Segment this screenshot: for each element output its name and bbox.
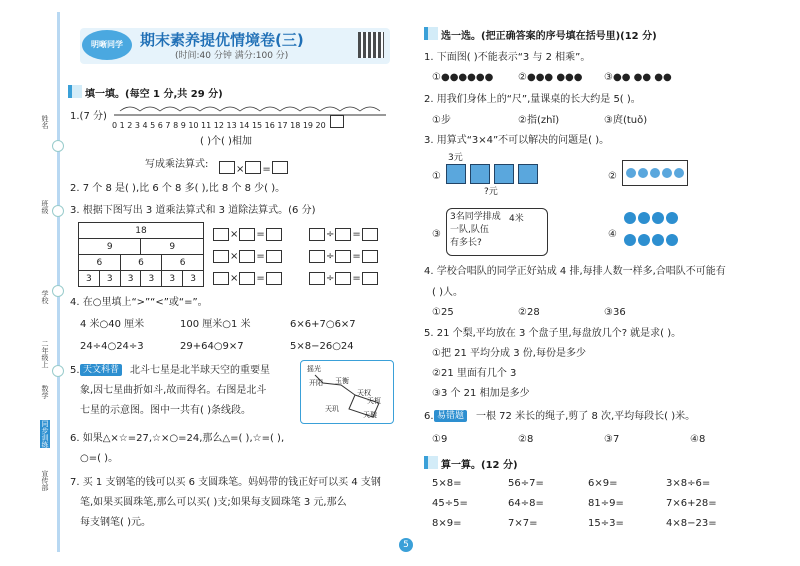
answer-box[interactable] <box>219 161 235 174</box>
s2-q6-text: 一根 72 米长的绳子,剪了 8 次,平均每段长( )米。 <box>476 411 696 422</box>
answer-box[interactable] <box>309 250 325 263</box>
q5-line: 象,因七星曲折如斗,故而得名。右图是北斗 <box>80 385 267 396</box>
calc-item: 6×9= <box>588 478 618 489</box>
star-label: 天枢 <box>367 397 381 405</box>
equals-sign: = <box>352 251 361 262</box>
table-cell: 6 <box>79 255 121 271</box>
q3-text: 3. 根据下图写出 3 道乘法算式和 3 道除法算式。(6 分) <box>70 205 316 216</box>
q3-mul-equations <box>212 224 283 290</box>
compare-item: 6×6+7○6×7 <box>290 319 356 330</box>
option[interactable]: ②21 里面有几个 3 <box>432 368 517 379</box>
option-marker[interactable]: ④ <box>608 229 617 240</box>
option[interactable]: ②8 <box>518 434 534 445</box>
price-label: 3元 <box>448 153 463 163</box>
equals-sign: = <box>352 229 361 240</box>
option[interactable]: ②28 <box>518 307 540 318</box>
compare-item: 100 厘米○1 米 <box>180 319 251 330</box>
astronomy-tag: 天文科普 <box>80 364 122 376</box>
section-one-title: 填一填。(每空 1 分,共 29 分) <box>85 89 223 100</box>
binding-hole <box>52 140 64 152</box>
calc-item: 56÷7= <box>508 478 544 489</box>
answer-box[interactable] <box>362 228 378 241</box>
equals-sign: = <box>262 164 271 175</box>
table-cell: 9 <box>79 239 141 255</box>
s2-q6-number: 6. <box>424 411 434 422</box>
q1-equation <box>218 157 289 176</box>
compare-item: 4 米○40 厘米 <box>80 319 145 330</box>
compare-item: 5×8−26○24 <box>290 341 354 352</box>
class-label: 班级 <box>41 200 49 214</box>
answer-box[interactable] <box>309 272 325 285</box>
answer-box[interactable] <box>239 272 255 285</box>
calc-item: 15÷3= <box>588 518 624 529</box>
s2-q2-text: 2. 用我们身体上的“尺”,量课桌的长大约是 5( )。 <box>424 94 641 105</box>
calc-item: 7×7= <box>508 518 538 529</box>
divide-sign: ÷ <box>326 229 335 240</box>
table-cell: 3 <box>141 271 162 287</box>
option[interactable]: ①25 <box>432 307 454 318</box>
equals-sign: = <box>256 251 265 262</box>
option[interactable]: ③3 个 21 相加是多少 <box>432 388 530 399</box>
answer-box[interactable] <box>266 250 282 263</box>
answer-box[interactable] <box>213 228 229 241</box>
times-sign: × <box>230 229 239 240</box>
number-line-labels: 0 1 2 3 4 5 6 7 8 9 10 11 12 13 14 15 16 17 18 19 20 <box>112 121 326 130</box>
section-three-marker <box>424 456 438 469</box>
star-label: 玉衡 <box>335 377 349 385</box>
star-label: 天玑 <box>325 405 339 413</box>
option-marker[interactable]: ① <box>432 171 441 182</box>
times-sign: × <box>230 251 239 262</box>
option[interactable]: ①●●●●●● <box>432 72 494 83</box>
table-cell: 3 <box>79 271 100 287</box>
grade-label: 二年级上 <box>41 340 49 368</box>
s2-q3-text: 3. 用算式“3×4”不可以解决的问题是( )。 <box>424 135 610 146</box>
error-prone-tag: 易错题 <box>434 410 467 422</box>
q5-line: 北斗七星是北半球天空的重要星 <box>130 365 270 376</box>
length-label: 4米 <box>509 214 524 224</box>
q6-line: 6. 如果△×☆=27,☆×○=24,那么△=( ),☆=( ), <box>70 433 285 444</box>
answer-box[interactable] <box>245 161 261 174</box>
equals-sign: = <box>352 273 361 284</box>
q4-text: 4. 在○里填上“>”“<”或“=”。 <box>70 297 208 308</box>
section-two-marker <box>424 27 438 40</box>
name-label: 姓名 <box>41 115 49 129</box>
binding-hole <box>52 365 64 377</box>
answer-box[interactable] <box>213 250 229 263</box>
q6-line: ○=( )。 <box>80 453 119 464</box>
q1-label: 1.(7 分) <box>70 111 107 122</box>
s2-q4-text2: ( )人。 <box>432 287 463 298</box>
big-dipper-diagram <box>300 360 394 424</box>
table-cell: 3 <box>183 271 204 287</box>
star-label: 开阳 <box>309 379 323 387</box>
answer-box[interactable] <box>335 272 351 285</box>
compare-item: 29+64○9×7 <box>180 341 244 352</box>
answer-box[interactable] <box>213 272 229 285</box>
s2-q4-text: 4. 学校合唱队的同学正好站成 4 排,每排人数一样多,合唱队不可能有 <box>424 266 726 277</box>
divide-sign: ÷ <box>326 251 335 262</box>
answer-box[interactable] <box>309 228 325 241</box>
binding-hole <box>52 285 64 297</box>
answer-box[interactable] <box>239 250 255 263</box>
calc-item: 81÷9= <box>588 498 624 509</box>
answer-box[interactable] <box>266 228 282 241</box>
table-cell: 6 <box>120 255 162 271</box>
table-cell: 18 <box>79 223 204 239</box>
page-title: 期末素养提优情境卷(三) <box>140 31 304 49</box>
logo <box>82 30 132 60</box>
option[interactable]: ③●● ●● ●● <box>604 72 672 83</box>
option[interactable]: ①步 <box>432 115 451 126</box>
s2-q5-text: 5. 21 个梨,平均放在 3 个盘子里,每盘放几个? 就是求( )。 <box>424 328 682 339</box>
q3-div-equations <box>308 224 379 290</box>
table-cell: 3 <box>120 271 141 287</box>
star-label: 天璇 <box>363 411 377 419</box>
school-label: 学校 <box>41 290 49 304</box>
calc-item: 4×8−23= <box>666 518 717 529</box>
answer-box[interactable] <box>266 272 282 285</box>
logo-text: 明晰同学 <box>91 40 123 49</box>
speech-line: 一队,队伍 <box>450 225 489 235</box>
answer-box[interactable] <box>335 250 351 263</box>
q1-add-text: ( )个( )相加 <box>200 136 252 147</box>
option[interactable]: ③庹(tuǒ) <box>604 115 648 126</box>
circles-drawing <box>623 161 687 185</box>
star-label: 摇光 <box>307 365 321 373</box>
qr-code-icon <box>358 32 384 58</box>
q7-line: 每支钢笔( )元。 <box>80 517 151 528</box>
calc-item: 7×6+28= <box>666 498 717 509</box>
calc-item: 64÷8= <box>508 498 544 509</box>
option[interactable]: ③36 <box>604 307 626 318</box>
q7-line: 笔,如果买圆珠笔,那么可以买( )支;如果每支圆珠笔 3 元,那么 <box>80 497 347 508</box>
table-cell: 3 <box>99 271 120 287</box>
q1-write-label: 写成乘法算式: <box>145 159 209 170</box>
section-three-title: 算一算。(12 分) <box>441 460 518 471</box>
answer-box[interactable] <box>239 228 255 241</box>
binding-hole <box>52 205 64 217</box>
table-cell: 3 <box>162 271 183 287</box>
option[interactable]: ③7 <box>604 434 620 445</box>
divide-sign: ÷ <box>326 273 335 284</box>
q5-number: 5. <box>70 365 80 376</box>
speech-line: 3名同学排成 <box>450 212 501 222</box>
option[interactable]: ②指(zhǐ) <box>518 115 560 126</box>
times-sign: × <box>230 273 239 284</box>
star-label: 天权 <box>357 389 371 397</box>
table-cell: 6 <box>162 255 204 271</box>
calc-item: 3×8÷6= <box>666 478 711 489</box>
answer-box[interactable] <box>362 250 378 263</box>
option[interactable]: ①把 21 平均分成 3 份,每份是多少 <box>432 348 586 359</box>
speech-line: 有多长? <box>450 238 482 248</box>
option[interactable]: ②●●● ●●● <box>518 72 583 83</box>
division-table <box>78 222 204 287</box>
page-number: 5 <box>399 538 413 552</box>
publisher-label: 宣传部 <box>41 470 49 491</box>
section-one-marker <box>68 85 82 98</box>
unknown-price-label: ?元 <box>484 187 498 197</box>
section-two-title: 选一选。(把正确答案的序号填在括号里)(12 分) <box>441 31 657 42</box>
s2-q1-text: 1. 下面图( )不能表示“3 与 2 相乘”。 <box>424 52 591 63</box>
table-cell: 9 <box>141 239 204 255</box>
circle-groups-icon <box>622 160 688 186</box>
equals-sign: = <box>256 273 265 284</box>
binding-line <box>57 12 60 552</box>
option-marker[interactable]: ② <box>608 171 617 182</box>
q2-text: 2. 7 个 8 是( ),比 6 个 8 多( ),比 8 个 8 少( )。 <box>70 183 286 194</box>
option[interactable]: ④8 <box>690 434 706 445</box>
speech-bubble <box>446 208 548 256</box>
calc-item: 5×8= <box>432 478 462 489</box>
q7-line: 7. 买 1 支钢笔的钱可以买 6 支圆珠笔。妈妈带的钱正好可以买 4 支钢 <box>70 477 381 488</box>
drink-boxes-icon <box>446 164 536 184</box>
option-marker[interactable]: ③ <box>432 229 441 240</box>
apples-icon <box>622 208 682 252</box>
subject-label: 数学 <box>41 385 49 399</box>
binding-strip <box>0 0 62 566</box>
option[interactable]: ①9 <box>432 434 448 445</box>
q5-line: 七星的示意图。图中一共有( )条线段。 <box>80 405 251 416</box>
times-sign: × <box>236 164 245 175</box>
page-subtitle: (时间:40 分钟 满分:100 分) <box>175 51 289 61</box>
answer-box[interactable] <box>272 161 288 174</box>
compare-item: 24÷4○24÷3 <box>80 341 144 352</box>
equals-sign: = <box>256 229 265 240</box>
answer-box[interactable] <box>330 115 344 128</box>
series-label: 同步训练 <box>41 420 49 448</box>
calc-item: 8×9= <box>432 518 462 529</box>
calc-item: 45÷5= <box>432 498 468 509</box>
answer-box[interactable] <box>362 272 378 285</box>
answer-box[interactable] <box>335 228 351 241</box>
